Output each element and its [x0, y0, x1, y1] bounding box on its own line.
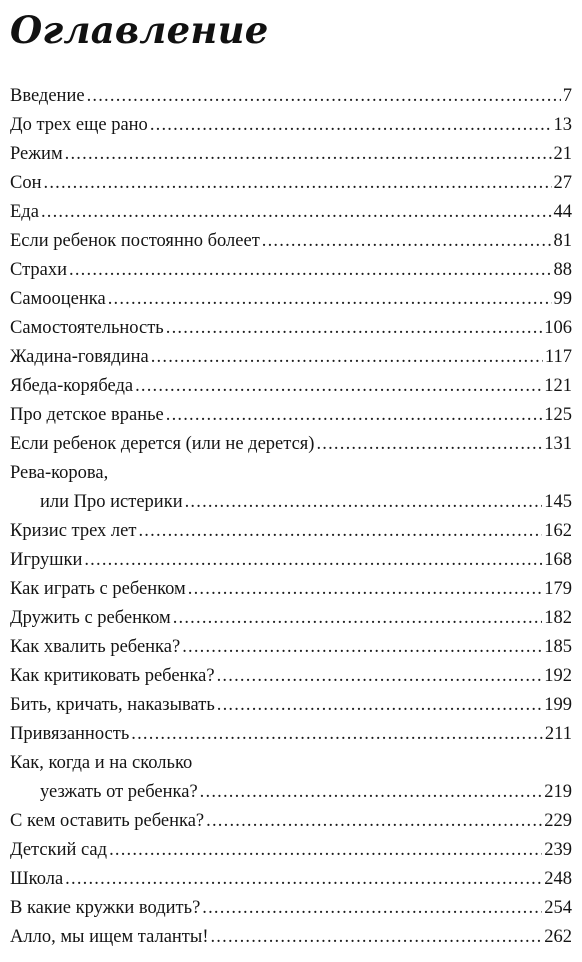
toc-entry-title: Игрушки	[10, 550, 83, 570]
toc-entry-title: До трех еще рано	[10, 115, 148, 135]
toc-entry	[10, 430, 572, 459]
toc-entry	[10, 401, 572, 430]
toc-page-number: 199	[544, 695, 572, 715]
toc-page-number: 239	[544, 840, 572, 860]
toc-entry-title-line: Как, когда и на сколько	[10, 753, 193, 773]
toc-entry-title: Бить, кричать, наказывать	[10, 695, 215, 715]
toc-page-number: 211	[544, 724, 572, 744]
page-title: Оглавление	[10, 8, 269, 52]
dot-leader	[44, 169, 552, 198]
dot-leader	[84, 546, 542, 575]
toc-page-number: 21	[553, 144, 572, 164]
toc-entry	[10, 691, 572, 720]
toc-entry	[10, 488, 572, 517]
toc-entry	[10, 314, 572, 343]
toc-entry	[10, 343, 572, 372]
toc-entry	[10, 807, 572, 836]
toc-entry-title: уезжать от ребенка?	[40, 782, 198, 802]
toc-entry	[10, 372, 572, 401]
toc-entry	[10, 517, 572, 546]
toc-entry	[10, 198, 572, 227]
dot-leader	[217, 662, 543, 691]
toc-page-number: 121	[544, 376, 572, 396]
toc-entry-title: Режим	[10, 144, 63, 164]
dot-leader	[210, 923, 542, 952]
dot-leader	[173, 604, 543, 633]
toc-page-number: 229	[544, 811, 572, 831]
toc-entry	[10, 894, 572, 923]
toc-page-number: 248	[544, 869, 572, 889]
toc-page-number: 168	[544, 550, 572, 570]
dot-leader	[217, 691, 542, 720]
toc-entry-title: Привязанность	[10, 724, 130, 744]
toc-entry-title: Страхи	[10, 260, 68, 280]
toc-entry	[10, 82, 572, 111]
toc-page-number: 117	[544, 347, 572, 367]
dot-leader	[316, 430, 542, 459]
toc-entry	[10, 575, 572, 604]
toc-entry-title: Еда	[10, 202, 39, 222]
toc-entry-title: Самооценка	[10, 289, 106, 309]
toc-entry	[10, 285, 572, 314]
toc-entry-title: Про детское вранье	[10, 405, 164, 425]
toc-entry-title: или Про истерики	[40, 492, 183, 512]
toc-entry	[10, 111, 572, 140]
toc-entry-title: Если ребенок дерется (или не дерется)	[10, 434, 315, 454]
toc-entry-title: Жадина-говядина	[10, 347, 149, 367]
toc-entry-title: Введение	[10, 86, 85, 106]
dot-leader	[138, 517, 542, 546]
dot-leader	[200, 778, 543, 807]
toc-page-number: 182	[544, 608, 572, 628]
toc-entry	[10, 256, 572, 285]
toc-page-number: 145	[544, 492, 572, 512]
dot-leader	[65, 865, 542, 894]
dot-leader	[69, 256, 551, 285]
toc-entry	[10, 836, 572, 865]
dot-leader	[131, 720, 543, 749]
toc-entry-title: Дружить с ребенком	[10, 608, 171, 628]
toc-page-number: 179	[544, 579, 572, 599]
toc-page-number: 7	[562, 86, 572, 106]
dot-leader	[109, 836, 542, 865]
toc-entry	[10, 546, 572, 575]
toc-entry	[10, 720, 572, 749]
toc-entry-title: Кризис трех лет	[10, 521, 137, 541]
toc-page-number: 88	[553, 260, 572, 280]
toc-entry-title-line: Рева-корова,	[10, 463, 109, 483]
toc-entry-title: Если ребенок постоянно болеет	[10, 231, 260, 251]
toc-page-number: 262	[544, 927, 572, 947]
toc-entry-title: Детский сад	[10, 840, 108, 860]
dot-leader	[108, 285, 552, 314]
dot-leader	[150, 111, 552, 140]
toc-entry	[10, 633, 572, 662]
dot-leader	[41, 198, 552, 227]
toc-entry-title: Как играть с ребенком	[10, 579, 186, 599]
toc-entry-title: В какие кружки водить?	[10, 898, 201, 918]
toc-entry	[10, 923, 572, 952]
dot-leader	[65, 140, 552, 169]
dot-leader	[262, 227, 552, 256]
dot-leader	[188, 575, 542, 604]
toc-page-number: 125	[544, 405, 572, 425]
toc-page-number: 13	[553, 115, 572, 135]
toc-entry-title: Как критиковать ребенка?	[10, 666, 215, 686]
toc-page-number: 192	[544, 666, 572, 686]
toc-entry-title: Алло, мы ищем таланты!	[10, 927, 209, 947]
toc-page-number: 162	[544, 521, 572, 541]
toc-entry-title: Школа	[10, 869, 64, 889]
toc-page-number: 27	[553, 173, 572, 193]
dot-leader	[166, 401, 543, 430]
toc-entry	[10, 227, 572, 256]
dot-leader	[87, 82, 561, 111]
toc-page-number: 131	[544, 434, 572, 454]
table-of-contents	[10, 82, 572, 952]
toc-entry-title: Ябеда-корябеда	[10, 376, 134, 396]
toc-entry-title: Сон	[10, 173, 42, 193]
toc-page-number: 81	[553, 231, 572, 251]
dot-leader	[151, 343, 543, 372]
dot-leader	[135, 372, 542, 401]
toc-entry-title: С кем оставить ребенка?	[10, 811, 205, 831]
toc-entry	[10, 662, 572, 691]
dot-leader	[166, 314, 543, 343]
dot-leader	[182, 633, 542, 662]
toc-entry-title: Как хвалить ребенка?	[10, 637, 181, 657]
dot-leader	[185, 488, 543, 517]
toc-page-number: 219	[544, 782, 572, 802]
toc-entry	[10, 778, 572, 807]
toc-entry-title: Самостоятельность	[10, 318, 164, 338]
toc-entry	[10, 169, 572, 198]
toc-page-number: 106	[544, 318, 572, 338]
toc-entry	[10, 604, 572, 633]
toc-entry	[10, 140, 572, 169]
toc-page-number: 44	[553, 202, 572, 222]
dot-leader	[202, 894, 542, 923]
toc-page-number: 254	[544, 898, 572, 918]
dot-leader	[206, 807, 542, 836]
toc-page-number: 99	[553, 289, 572, 309]
toc-entry	[10, 865, 572, 894]
toc-page-number: 185	[544, 637, 572, 657]
